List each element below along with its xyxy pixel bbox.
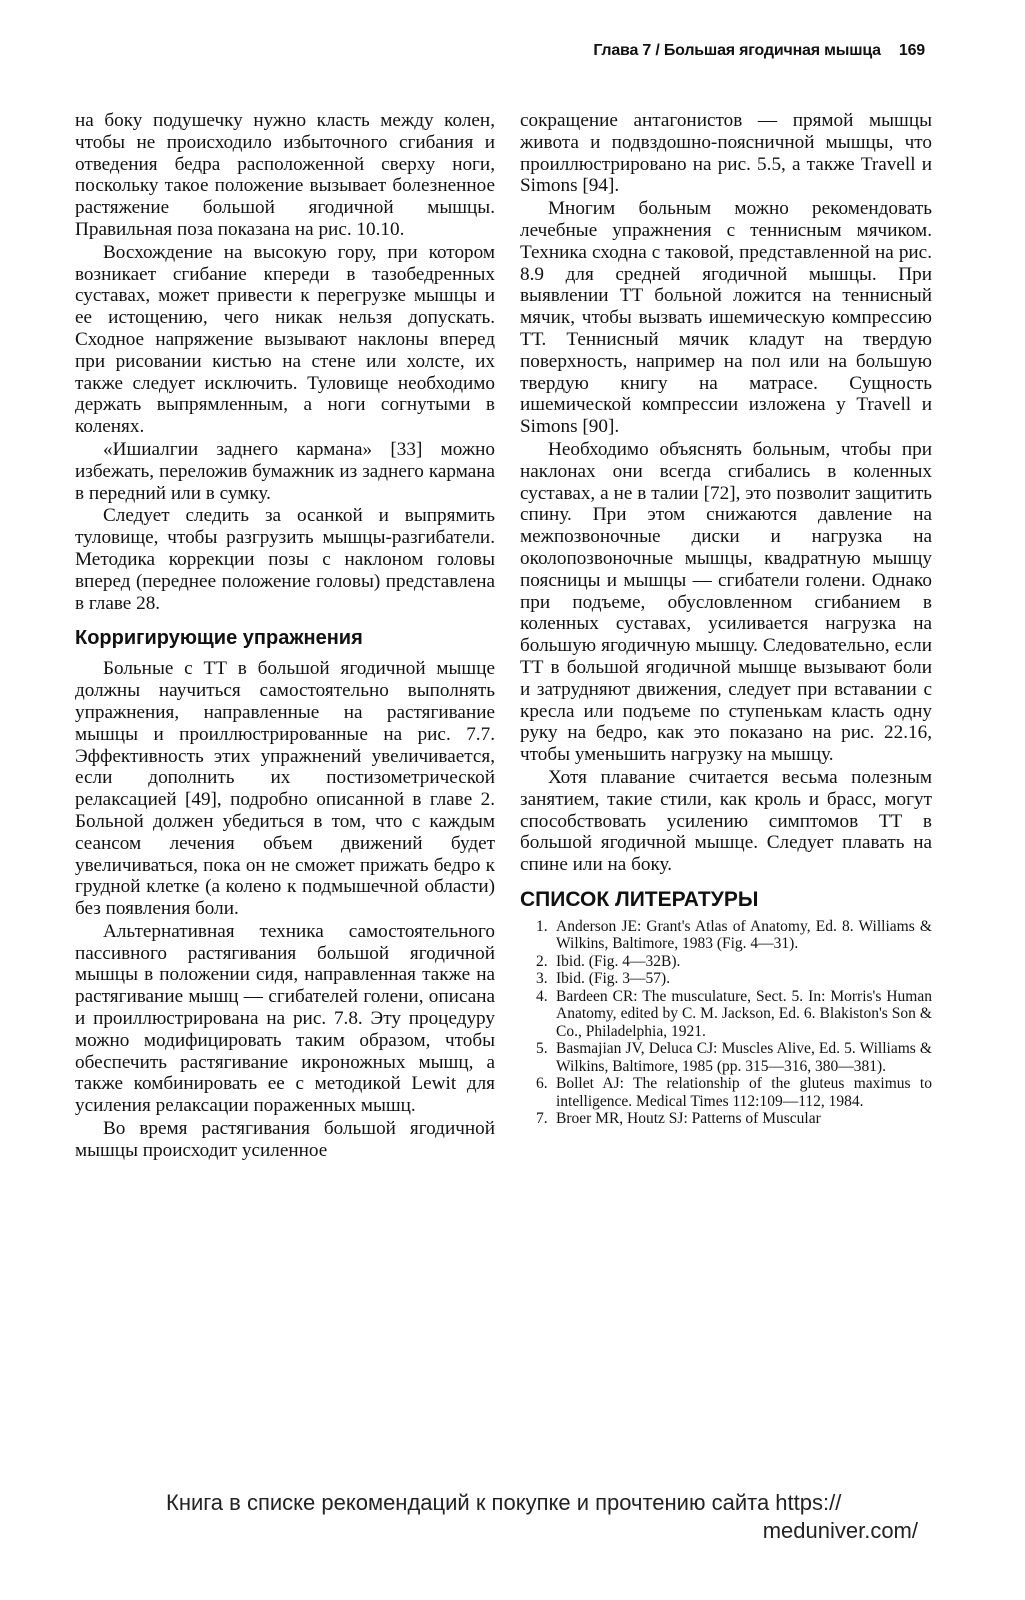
body-paragraph: Следует следить за осанкой и выпрямить туловище, чтобы разгрузить мышцы-разгибатели. Методика коррекции позы с наклоном головы вперед (переднее положение головы) представлена в главе 28. — [75, 505, 495, 614]
body-paragraph: «Ишиалгии заднего кармана» [33] можно избежать, переложив бумажник из заднего кармана в передний или в сумку. — [75, 438, 495, 504]
body-paragraph: Во время растягивания большой ягодичной мышцы происходит усиленное — [75, 1118, 495, 1161]
references-heading: СПИСОК ЛИТЕРАТУРЫ — [520, 887, 759, 911]
reference-item — [520, 918, 932, 953]
footer-line-1: Книга в списке рекомендаций к покупке и прочтению сайта https:// — [166, 1490, 842, 1515]
reference-number: 3. — [536, 970, 548, 988]
reference-item — [520, 988, 932, 1041]
right-column — [520, 110, 932, 1128]
reference-text: Bollet AJ: The relationship of the gluteus maximus to intelligence. Medical Times 112:109—112, 1984. — [556, 1075, 932, 1110]
reference-text: Bardeen CR: The musculature, Sect. 5. In: Morris's Human Anatomy, edited by C. M. Jackson, Ed. 6. Blakiston's Son & Co., Philadelphia, 1921. — [556, 987, 932, 1040]
reference-text: Ibid. (Fig. 3—57). — [556, 970, 671, 988]
reference-item — [520, 1075, 932, 1110]
reference-item — [520, 953, 932, 971]
body-paragraph: Восхождение на высокую гору, при котором возникает сгибание кпереди в тазобедренных суставах, может привести к перегрузке мышцы и ее истощению, чего никак нельзя допускать. Сходное напряжение вызывают наклоны вперед при рисовании кистью на стене или холсте, их также следует исключить. Туловище необходимо держать выпрямленным, а ноги согнутыми в коленях. — [75, 241, 495, 438]
reference-item — [520, 1110, 932, 1128]
reference-text: Ibid. (Fig. 4—32B). — [556, 952, 681, 970]
reference-text: Anderson JE: Grant's Atlas of Anatomy, Ed. 8. Williams & Wilkins, Baltimore, 1983 (Fig. 4—31). — [556, 917, 932, 953]
reference-number: 5. — [536, 1040, 548, 1058]
footer-link[interactable]: meduniver.com/ — [762, 1518, 918, 1543]
reference-number: 2. — [536, 952, 548, 970]
reference-number: 7. — [536, 1110, 548, 1128]
running-head — [593, 42, 925, 60]
body-paragraph: Хотя плавание считается весьма полезным занятием, такие стили, как кроль и брасс, могут способствовать усилению симптомов ТТ в большой ягодичной мышце. Следует плавать на спине или на боку. — [520, 766, 932, 876]
page-number: 169 — [898, 42, 925, 59]
body-paragraph: на боку подушечку нужно класть между колен, чтобы не происходило избыточного сгибания и отведения бедра расположенной сверху ноги, поскольку такое положение вызывает болезненное растяжение большой ягодичной мышцы. Правильная поза показана на рис. 10.10. — [75, 110, 495, 240]
reference-number: 4. — [536, 987, 548, 1005]
reference-number: 6. — [536, 1075, 548, 1093]
body-paragraph: Многим больным можно рекомендовать лечебные упражнения с теннисным мячиком. Техника сходна с таковой, представленной на рис. 8.9 для средней ягодичной мышцы. При выявлении ТТ больной ложится на теннисный мячик, чтобы вызвать ишемическую компрессию ТТ. Теннисный мячик кладут на твердую поверхность, например на пол или на большую твердую книгу на матрасе. Сущность ишемической компрессии изложена у Travell и Simons [90]. — [520, 198, 932, 438]
body-paragraph: Альтернативная техника самостоятельного пассивного растягивания большой ягодичной мышцы в положении сидя, направленная также на растягивание мышц — сгибателей голени, описана и проиллюстрирована на рис. 7.8. Эту процедуру можно модифицировать таким образом, чтобы обеспечить растягивание икроножных мышц, а также комбинировать ее с методикой Lewit для усиления релаксации пораженных мышц. — [75, 920, 495, 1117]
body-paragraph: Необходимо объяснять больным, чтобы при наклонах они всегда сгибались в коленных суставах, а не в талии [72], это позволит защитить спину. При этом снижаются давление на межпозвоночные диски и нагрузка на околопозвоночные мышцы, квадратную мышцу поясницы и мышцы — сгибатели голени. Однако при подъеме, обусловленном сгибанием в коленных суставах, усиливается нагрузка на большую ягодичную мышцу. Следовательно, если ТТ в большой ягодичной мышце вызывают боли и затрудняют движения, следует при вставании с кресла или подъеме по ступенькам класть одну руку на бедро, как это показано на рис. 22.16, чтобы уменьшить нагрузку на мышцу. — [520, 438, 932, 766]
body-paragraph: Больные с ТТ в большой ягодичной мышце должны научиться самостоятельно выполнять упражнения, направленные на растягивание мышцы и проиллюстрированные на рис. 7.7. Эффективность этих упражнений увеличивается, если дополнить их постизометрической релаксацией [49], подробно описанной в главе 2. Больной должен убедиться в том, что с каждым сеансом лечения объем движений будет увеличиваться, пока он не сможет прижать бедро к грудной клетке (а колено к подмышечной области) без появления боли. — [75, 658, 495, 920]
references-list — [520, 918, 932, 1128]
left-column — [75, 110, 495, 1163]
reference-text: Broer MR, Houtz SJ: Patterns of Muscular — [556, 1110, 821, 1128]
reference-item — [520, 970, 932, 988]
reference-number: 1. — [536, 917, 548, 935]
body-paragraph: сокращение антагонистов — прямой мышцы живота и подвздошно-поясничной мышцы, что проиллюстрировано на рис. 5.5, а также Travell и Simons [94]. — [520, 110, 932, 197]
chapter-title: Глава 7 / Большая ягодичная мышца — [593, 42, 881, 59]
section-heading: Корригирующие упражнения — [75, 627, 363, 650]
reference-text: Basmajian JV, Deluca CJ: Muscles Alive, Ed. 5. Williams & Wilkins, Baltimore, 1985 (pp. 315—316, 380—381). — [556, 1040, 932, 1075]
reference-item — [520, 1040, 932, 1075]
